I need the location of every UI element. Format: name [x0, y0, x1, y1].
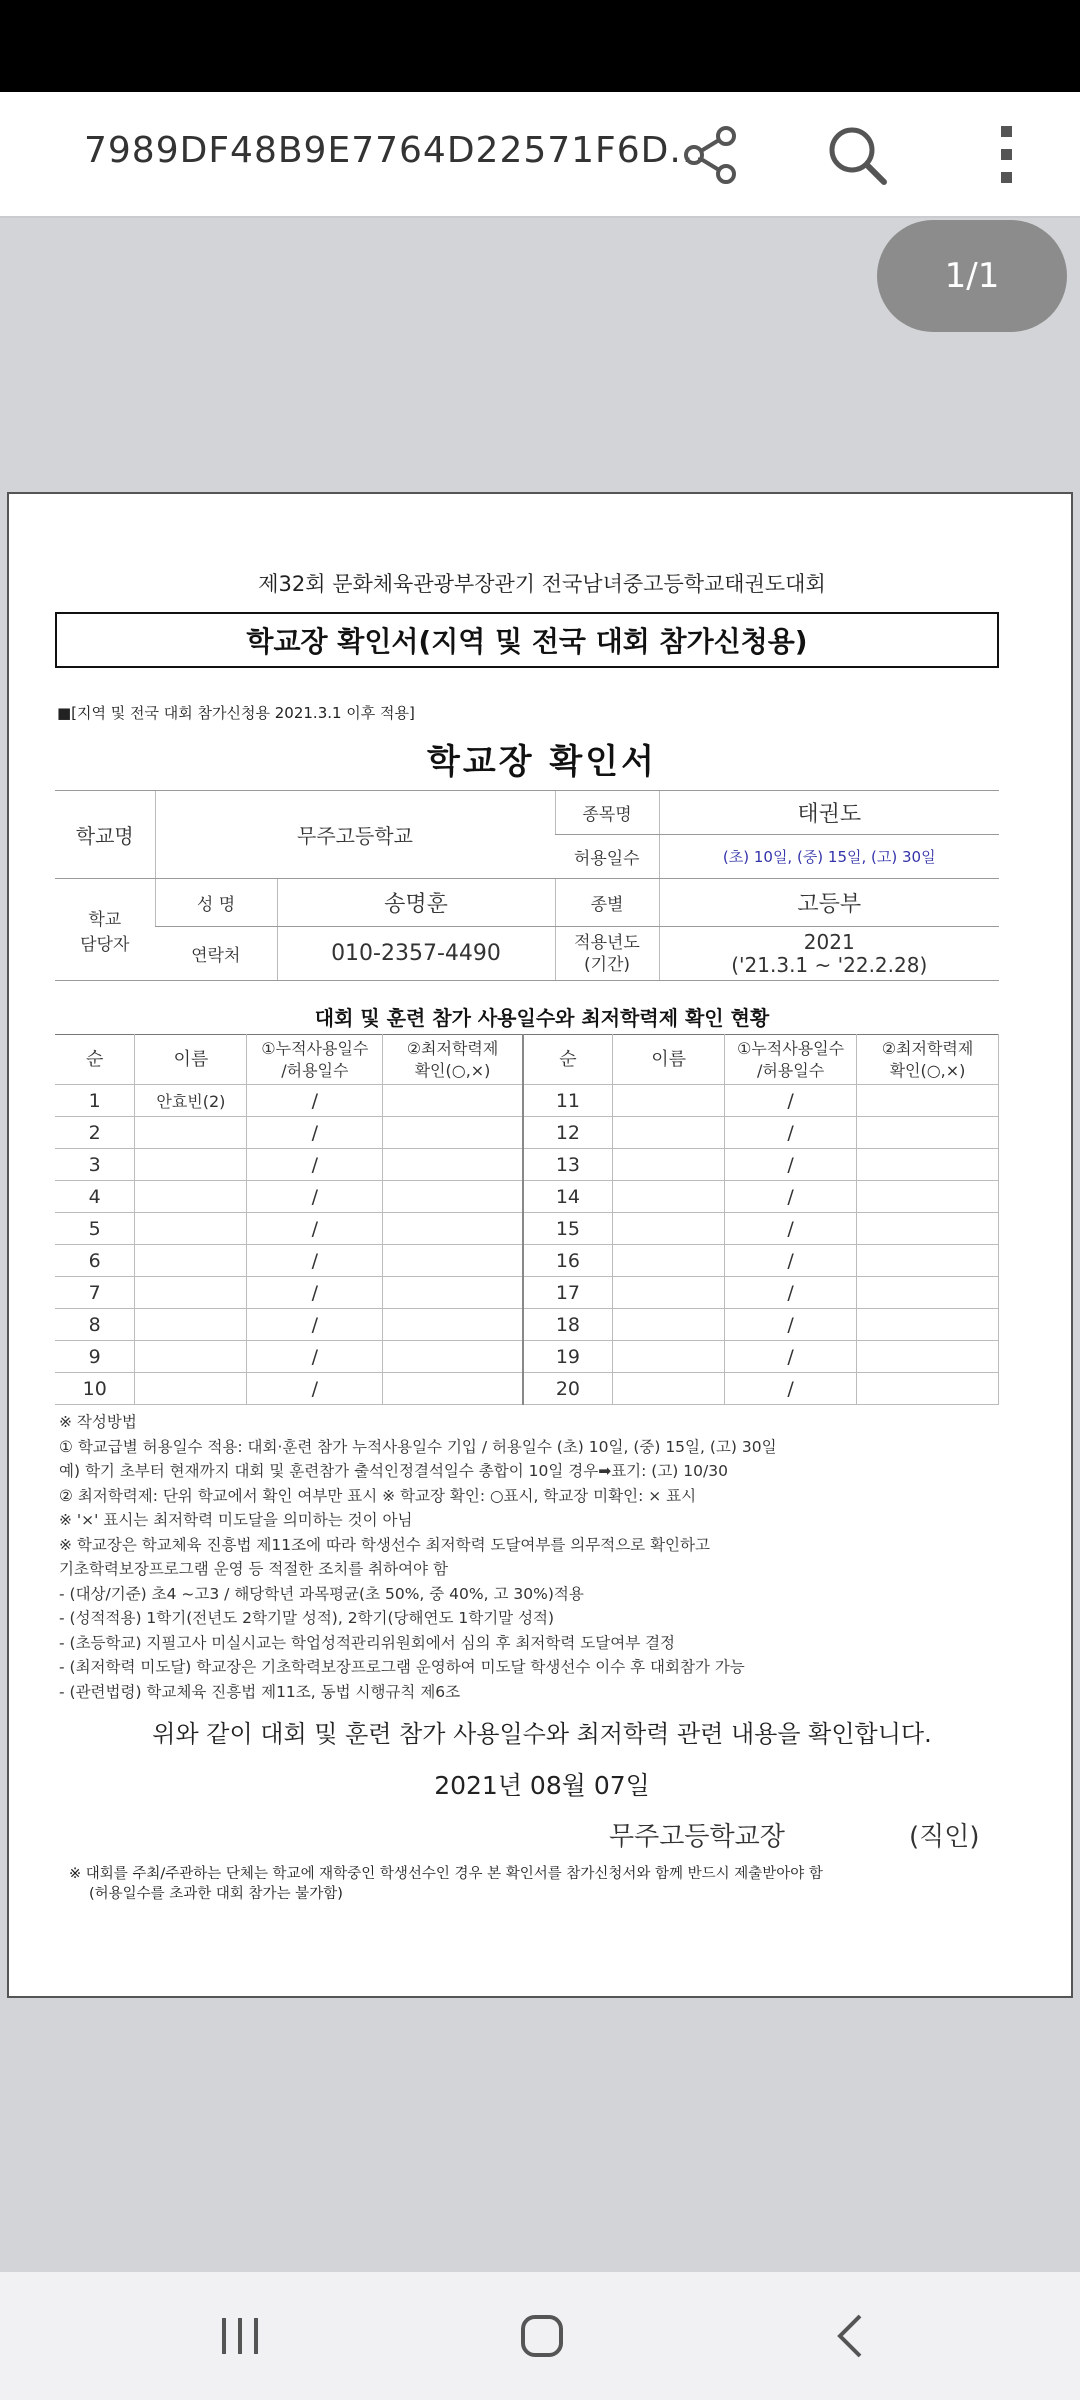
row-no-right: 12 [523, 1117, 613, 1149]
row-check-right [857, 1309, 999, 1341]
row-no-right: 17 [523, 1277, 613, 1309]
days-label: 허용일수 [555, 835, 659, 879]
row-name-right [613, 1341, 725, 1373]
seal-label: (직인) [909, 1822, 980, 1852]
row-days: / [247, 1149, 383, 1181]
home-icon[interactable] [512, 2306, 572, 2366]
header-check-line2: 확인(○,×) [414, 1060, 491, 1080]
row-days: / [247, 1085, 383, 1117]
row-name-right [613, 1085, 725, 1117]
row-check-right [857, 1117, 999, 1149]
page-indicator: 1/1 [877, 220, 1067, 332]
info-table [55, 790, 999, 981]
header-days-right [725, 1035, 857, 1085]
share-icon[interactable] [676, 120, 746, 190]
row-days: / [247, 1245, 383, 1277]
row-no-right: 16 [523, 1245, 613, 1277]
apply-note: ■[지역 및 전국 대회 참가신청용 2021.3.1 이후 적용] [57, 704, 415, 722]
back-icon[interactable] [820, 2306, 880, 2366]
document-title: 학교장 확인서 [427, 742, 657, 782]
row-check-right [857, 1373, 999, 1405]
row-name [135, 1309, 247, 1341]
row-check-right [857, 1213, 999, 1245]
manager-label-line1: 학교 [88, 909, 122, 930]
row-name-right [613, 1149, 725, 1181]
row-no: 4 [55, 1181, 135, 1213]
row-name [135, 1245, 247, 1277]
row-days-right: / [725, 1213, 857, 1245]
row-days-right: / [725, 1149, 857, 1181]
header-no: 순 [55, 1035, 135, 1085]
row-name [135, 1149, 247, 1181]
row-no-right: 14 [523, 1181, 613, 1213]
row-name [135, 1181, 247, 1213]
header-check-right-line2: 확인(○,×) [889, 1060, 966, 1080]
note-line: ※ 작성방법 [59, 1413, 137, 1431]
row-check [383, 1213, 523, 1245]
year-label [555, 927, 659, 981]
note-line: - (성적적용) 1학기(전년도 2학기말 성적), 2학기(당해연도 1학기말 성적) [59, 1609, 555, 1627]
table-row [55, 1373, 999, 1405]
manager-label [55, 879, 155, 981]
row-days: / [247, 1117, 383, 1149]
header-days-right-line1: ①누적사용일수 [737, 1038, 845, 1058]
school-value: 무주고등학교 [155, 791, 555, 879]
note-line: ※ '×' 표시는 최저학력 미도달을 의미하는 것이 아님 [59, 1511, 413, 1529]
footnote [69, 1864, 823, 1904]
note-line: 예) 학기 초부터 현재까지 대회 및 훈련참가 출석인정결석일수 총합이 10일 경우➡표기: (고) 10/30 [59, 1462, 728, 1480]
table-row [55, 1277, 999, 1309]
row-no: 8 [55, 1309, 135, 1341]
header-check-right-line1: ②최저학력제 [881, 1038, 974, 1058]
row-name-right [613, 1117, 725, 1149]
instructions [59, 1410, 1019, 1704]
row-no-right: 11 [523, 1085, 613, 1117]
row-no: 1 [55, 1085, 135, 1117]
year-value [659, 927, 999, 981]
row-no-right: 13 [523, 1149, 613, 1181]
header-check [383, 1035, 523, 1085]
row-days-right: / [725, 1245, 857, 1277]
row-check [383, 1373, 523, 1405]
row-days-right: / [725, 1181, 857, 1213]
table-row [55, 1085, 999, 1117]
row-name [135, 1213, 247, 1245]
row-check [383, 1245, 523, 1277]
row-name-right [613, 1373, 725, 1405]
row-days: / [247, 1373, 383, 1405]
row-days-right: / [725, 1277, 857, 1309]
note-line: - (대상/기준) 초4 ~고3 / 해당학년 과목평균(초 50%, 중 40%, 고 30%)적용 [59, 1584, 584, 1603]
row-no: 7 [55, 1277, 135, 1309]
note-line: ① 학교급별 허용일수 적용: 대회·훈련 참가 누적사용일수 기입 / 허용일수 (초) 10일, (중) 15일, (고) 30일 [59, 1437, 777, 1456]
row-check [383, 1341, 523, 1373]
header-check-line1: ②최저학력제 [406, 1038, 499, 1058]
row-name-right [613, 1245, 725, 1277]
row-check [383, 1085, 523, 1117]
row-days-right: / [725, 1341, 857, 1373]
row-no: 10 [55, 1373, 135, 1405]
contact-label: 연락처 [155, 927, 277, 981]
document-page [7, 492, 1073, 1998]
manager-label-line2: 담당자 [80, 934, 130, 955]
division-value: 고등부 [659, 879, 999, 927]
top-toolbar [0, 92, 1080, 218]
contact-value: 010-2357-4490 [277, 927, 555, 981]
navigation-bar [0, 2272, 1080, 2400]
row-no: 6 [55, 1245, 135, 1277]
row-no-right: 18 [523, 1309, 613, 1341]
row-no-right: 19 [523, 1341, 613, 1373]
row-no-right: 20 [523, 1373, 613, 1405]
row-no: 2 [55, 1117, 135, 1149]
year-value-line1: 2021 [803, 929, 855, 954]
sport-value: 태권도 [659, 791, 999, 835]
row-check-right [857, 1181, 999, 1213]
row-no: 3 [55, 1149, 135, 1181]
row-check [383, 1181, 523, 1213]
row-days: / [247, 1213, 383, 1245]
note-line: - (초등학교) 지필고사 미실시교는 학업성적관리위원회에서 심의 후 최저학력 도달여부 결정 [59, 1633, 676, 1652]
division-label: 종별 [555, 879, 659, 927]
row-days: / [247, 1181, 383, 1213]
row-name-right [613, 1277, 725, 1309]
row-days: / [247, 1341, 383, 1373]
note-line: 기초학력보장프로그램 운영 등 적절한 조치를 취하여야 함 [59, 1560, 448, 1578]
row-days-right: / [725, 1373, 857, 1405]
row-no: 5 [55, 1213, 135, 1245]
recent-apps-icon[interactable] [210, 2306, 270, 2366]
row-check [383, 1149, 523, 1181]
row-name-right [613, 1309, 725, 1341]
header-check-right [857, 1035, 999, 1085]
sport-label: 종목명 [555, 791, 659, 835]
usage-table [55, 1034, 999, 1405]
note-line: ※ 학교장은 학교체육 진흥법 제11조에 따라 학생선수 최저학력 도달여부를 의무적으로 확인하고 [59, 1535, 710, 1554]
header-days [247, 1035, 383, 1085]
row-days-right: / [725, 1117, 857, 1149]
form-title: 학교장 확인서(지역 및 전국 대회 참가신청용) [55, 612, 999, 668]
footnote-line2: (허용일수를 초과한 대회 참가는 불가함) [89, 1886, 343, 1902]
status-bar [0, 0, 1080, 92]
confirmation-statement: 위와 같이 대회 및 훈련 참가 사용일수와 최저학력 관련 내용을 확인합니다. [152, 1720, 932, 1748]
header-name-right: 이름 [613, 1035, 725, 1085]
principal-title: 무주고등학교장 [609, 1822, 785, 1852]
note-line: - (관련법령) 학교체육 진흥법 제11조, 동법 시행규칙 제6조 [59, 1682, 461, 1701]
row-check-right [857, 1245, 999, 1277]
table-row [55, 1309, 999, 1341]
row-no-right: 15 [523, 1213, 613, 1245]
table-row [55, 1245, 999, 1277]
row-days: / [247, 1309, 383, 1341]
document-date: 2021년 08월 07일 [434, 1771, 650, 1800]
row-check-right [857, 1149, 999, 1181]
row-check [383, 1117, 523, 1149]
year-label-line2: (기간) [583, 954, 631, 975]
row-name [135, 1373, 247, 1405]
row-name-right [613, 1213, 725, 1245]
row-days: / [247, 1277, 383, 1309]
row-check-right [857, 1085, 999, 1117]
table-row [55, 1117, 999, 1149]
row-name: 안효빈(2) [135, 1085, 247, 1117]
row-check-right [857, 1341, 999, 1373]
table-row [55, 1149, 999, 1181]
row-no: 9 [55, 1341, 135, 1373]
row-name [135, 1341, 247, 1373]
header-days-line1: ①누적사용일수 [261, 1038, 369, 1058]
row-check-right [857, 1277, 999, 1309]
name-value: 송명훈 [277, 879, 555, 927]
file-name: 7989DF48B9E7764D22571F6D... [84, 130, 707, 171]
table-row [55, 1181, 999, 1213]
row-name [135, 1277, 247, 1309]
footnote-line1: ※ 대회를 주최/주관하는 단체는 학교에 재학중인 학생선수인 경우 본 확인서를 참가신청서와 함께 반드시 제출받아야 함 [69, 1866, 823, 1882]
header-days-line2: /허용일수 [281, 1060, 349, 1080]
row-check [383, 1309, 523, 1341]
header-no-right: 순 [523, 1035, 613, 1085]
row-days-right: / [725, 1309, 857, 1341]
year-value-line2: ('21.3.1 ~ '22.2.28) [731, 952, 928, 977]
name-label: 성 명 [155, 879, 277, 927]
school-label: 학교명 [55, 791, 155, 879]
row-name [135, 1117, 247, 1149]
header-name: 이름 [135, 1035, 247, 1085]
days-value: (초) 10일, (중) 15일, (고) 30일 [659, 835, 999, 879]
table-row [55, 1213, 999, 1245]
header-days-right-line2: /허용일수 [756, 1060, 825, 1080]
year-label-line1: 적용년도 [574, 932, 640, 953]
row-name-right [613, 1181, 725, 1213]
row-days-right: / [725, 1085, 857, 1117]
note-line: - (최저학력 미도달) 학교장은 기초학력보장프로그램 운영하여 미도달 학생선수 이수 후 대회참가 가능 [59, 1658, 745, 1676]
event-title: 제32회 문화체육관광부장관기 전국남녀중고등학교태권도대회 [258, 572, 826, 596]
search-icon[interactable] [822, 120, 892, 190]
table-row [55, 1341, 999, 1373]
usage-table-body [55, 1085, 999, 1405]
more-vertical-icon[interactable] [972, 120, 1042, 190]
row-check [383, 1277, 523, 1309]
usage-table-title: 대회 및 훈련 참가 사용일수와 최저학력제 확인 현황 [314, 1006, 770, 1030]
note-line: ② 최저학력제: 단위 학교에서 확인 여부만 표시 ※ 학교장 확인: ○표시, 학교장 미확인: × 표시 [59, 1486, 697, 1505]
